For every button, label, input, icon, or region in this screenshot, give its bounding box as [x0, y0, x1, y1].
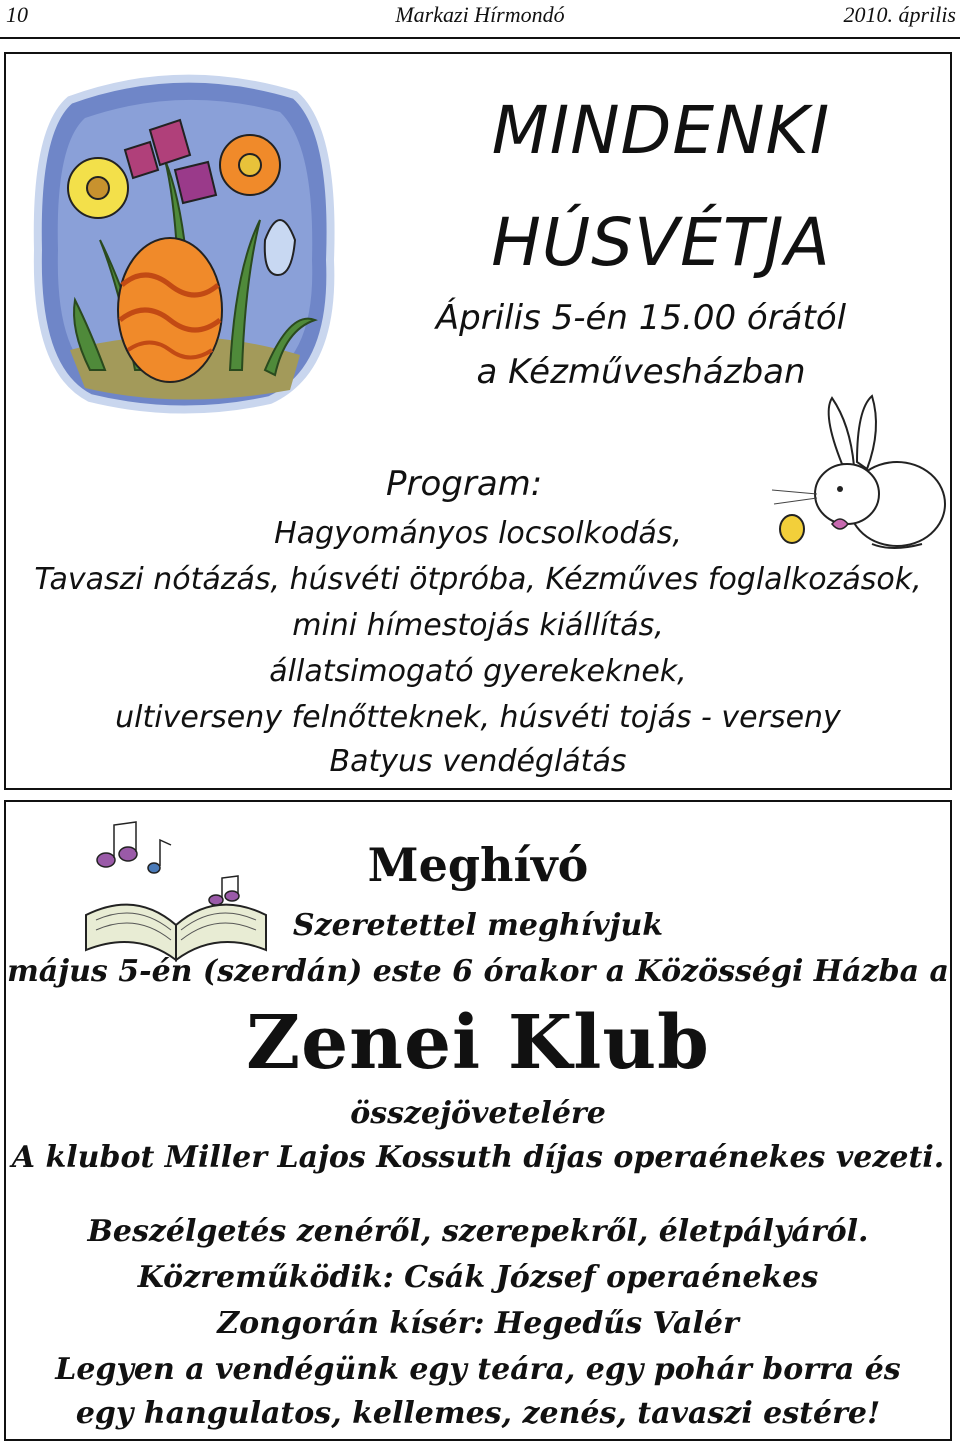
program-item: állatsimogató gyerekeknek, [269, 654, 687, 689]
invitation-line: egy hangulatos, kellemes, zenés, tavaszi estére! [75, 1396, 881, 1431]
invitation-line: Beszélgetés zenéről, szerepekről, életpályáról. [87, 1214, 869, 1249]
program-item: ultiverseny felnőtteknek, húsvéti tojás - verseny [115, 700, 841, 735]
invitation-line: Legyen a vendégünk egy teára, egy pohár borra és [55, 1352, 901, 1387]
club-name: Zenei Klub [246, 1000, 710, 1086]
program-label: Program: [386, 464, 543, 504]
invitation-line: Közreműködik: Csák József operaénekes [137, 1260, 819, 1295]
invitation-box [4, 800, 952, 1441]
invitation-heading: Meghívó [367, 838, 589, 892]
program-item: Tavaszi nótázás, húsvéti ötpróba, Kézműves foglalkozások, [34, 562, 922, 597]
easter-title-line1: MINDENKI [491, 92, 831, 169]
program-item: Batyus vendéglátás [329, 744, 627, 779]
program-item: mini hímestojás kiállítás, [292, 608, 664, 643]
program-item: Hagyományos locsolkodás, [274, 516, 682, 551]
invitation-line: A klubot Miller Lajos Kossuth díjas operaénekes vezeti. [11, 1140, 945, 1175]
invitation-line: Zongorán kísér: Hegedűs Valér [217, 1306, 739, 1341]
running-header [0, 0, 960, 36]
header-rule [0, 37, 960, 39]
invitation-line: összejövetelére [350, 1096, 606, 1131]
easter-place: a Kézművesházban [476, 352, 806, 392]
easter-date: Április 5-én 15.00 órától [435, 298, 847, 338]
publication-name: Markazi Hírmondó [395, 2, 565, 27]
easter-flowers-egg-illustration [30, 70, 340, 415]
easter-announcement-box [4, 52, 952, 790]
page-number: 10 [6, 2, 28, 27]
easter-title-line2: HÚSVÉTJA [491, 204, 831, 281]
invitation-line: Szeretettel meghívjuk [292, 908, 664, 943]
invitation-line: május 5-én (szerdán) este 6 órakor a Közösségi Házba a [7, 954, 949, 989]
issue-date: 2010. április [843, 2, 956, 27]
